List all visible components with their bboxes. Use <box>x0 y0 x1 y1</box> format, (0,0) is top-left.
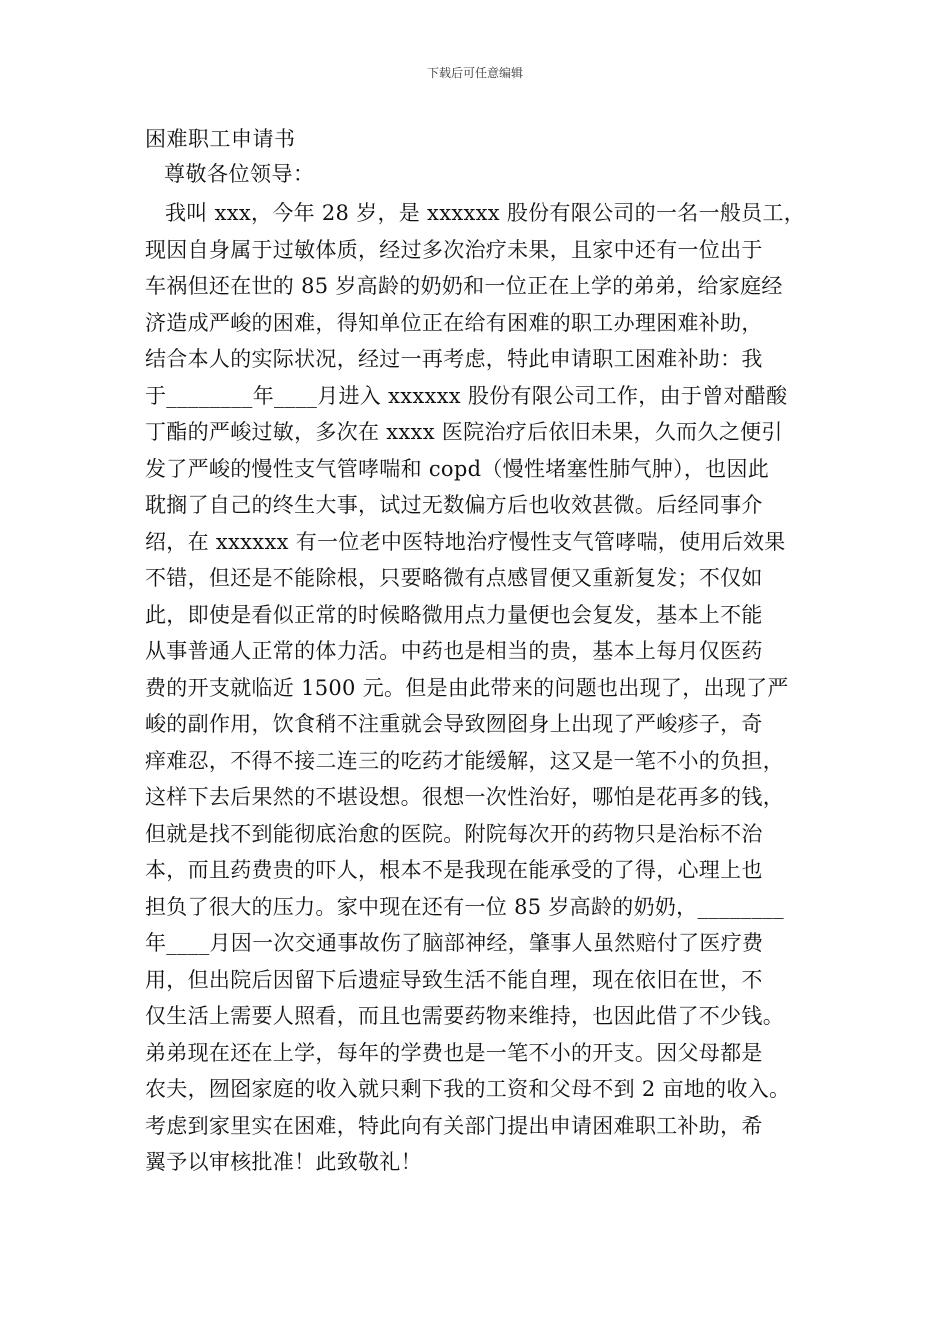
body-line: 痒难忍，不得不接二连三的吃药才能缓解，这又是一笔不小的负担， <box>145 748 784 773</box>
body-line: 这样下去后果然的不堪设想。很想一次性治好，哪怕是花再多的钱， <box>145 785 784 809</box>
body-line: 现因自身属于过敏体质，经过多次治疗未果，且家中还有一位出于 <box>145 237 763 262</box>
salutation: 尊敬各位领导： <box>164 162 315 186</box>
body-line: 济造成严峻的困难，得知单位正在给有困难的职工办理困难补助， <box>145 310 763 335</box>
body-line: 峻的副作用，饮食稍不注重就会导致囫囵身上出现了严峻疹子，奇 <box>145 712 763 736</box>
body-line: 弟弟现在还在上学，每年的学费也是一笔不小的开支。因父母都是 <box>145 1040 763 1065</box>
page-header-note: 下载后可任意编辑 <box>426 66 523 80</box>
body-line: 仅生活上需要人照看，而且也需要药物来维持，也因此借了不少钱。 <box>145 1004 784 1028</box>
body-line: 用，但出院后因留下后遗症导致生活不能自理，现在依旧在世，不 <box>145 967 763 992</box>
document-title: 困难职工申请书 <box>145 127 296 151</box>
body-line: 考虑到家里实在困难，特此向有关部门提出申请困难职工补助，希 <box>145 1113 763 1138</box>
body-line: 本，而且药费贵的吓人，根本不是我现在能承受的了得，心理上也 <box>145 858 763 882</box>
body-line: 我叫 xxx，今年 28 岁，是 xxxxxx 股份有限公司的一名一般员工， <box>165 201 806 225</box>
body-line: 于________年____月进入 xxxxxx 股份有限公司工作，由于曾对醋酸 <box>145 383 788 408</box>
body-line: 丁酯的严峻过敏，多次在 xxxx 医院治疗后依旧未果，久而久之便引 <box>145 420 783 444</box>
body-line: 此，即使是看似正常的时候略微用点力量便也会复发，基本上不能 <box>145 602 763 627</box>
body-line: 发了严峻的慢性支气管哮喘和 copd（慢性堵塞性肺气肿），也因此 <box>145 456 770 481</box>
body-line: 年____月因一次交通事故伤了脑部神经，肇事人虽然赔付了医疗费 <box>145 931 764 955</box>
body-line: 车祸但还在世的 85 岁高龄的奶奶和一位正在上学的弟弟，给家庭经 <box>145 274 783 298</box>
body-line: 但就是找不到能彻底治愈的医院。附院每次开的药物只是治标不治 <box>145 821 763 846</box>
body-line: 结合本人的实际状况，经过一再考虑，特此申请职工困难补助：我 <box>145 347 763 371</box>
body-line: 从事普通人正常的体力活。中药也是相当的贵，基本上每月仅医药 <box>145 639 763 663</box>
body-line: 不错，但还是不能除根，只要略微有点感冒便又重新复发；不仅如 <box>145 566 763 590</box>
body-line: 耽搁了自己的终生大事，试过无数偏方后也收效甚微。后经同事介 <box>145 493 763 517</box>
body-line: 翼予以审核批准！此致敬礼！ <box>145 1150 422 1174</box>
document-body <box>145 195 825 1181</box>
body-line: 担负了很大的压力。家中现在还有一位 85 岁高龄的奶奶，________ <box>145 894 784 919</box>
body-line: 农夫，囫囵家庭的收入就只剩下我的工资和父母不到 2 亩地的收入。 <box>145 1077 791 1101</box>
body-line: 绍，在 xxxxxx 有一位老中医特地治疗慢性支气管哮喘，使用后效果 <box>145 529 786 554</box>
body-line: 费的开支就临近 1500 元。但是由此带来的问题也出现了，出现了严 <box>145 675 789 700</box>
